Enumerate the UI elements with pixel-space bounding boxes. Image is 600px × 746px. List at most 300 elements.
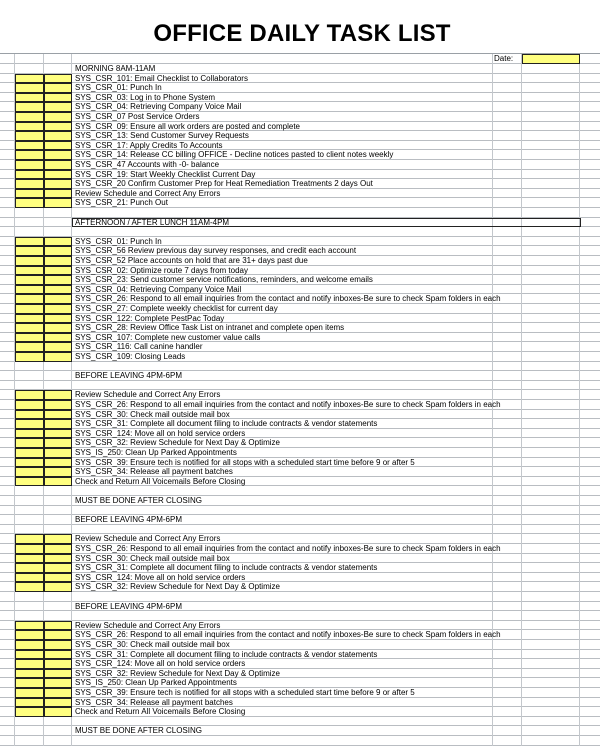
empty-cell <box>492 611 522 621</box>
task-check-cell[interactable] <box>15 707 44 717</box>
empty-cell <box>15 515 44 525</box>
empty-cell <box>522 736 580 746</box>
task-check-cell[interactable] <box>15 390 44 400</box>
section-header-row <box>0 218 600 228</box>
empty-cell <box>580 323 600 333</box>
row-margin-cell <box>0 218 15 228</box>
empty-cell <box>580 131 600 141</box>
task-check-cell[interactable] <box>15 352 44 362</box>
task-initials-cell[interactable] <box>44 352 72 362</box>
task-check-cell[interactable] <box>15 438 44 448</box>
empty-cell <box>580 544 600 554</box>
empty-cell <box>522 630 580 640</box>
empty-cell <box>522 227 580 237</box>
empty-cell <box>522 717 580 727</box>
task-initials-cell[interactable] <box>44 554 72 564</box>
empty-cell <box>15 64 44 74</box>
task-label: SYS_CSR_26: Respond to all email inquiries from the contact and notify inboxes-Be sure to check Spam folders in each <box>75 630 501 640</box>
task-initials-cell[interactable] <box>44 544 72 554</box>
task-label: SYS_CSR_32: Review Schedule for Next Day & Optimize <box>75 668 280 678</box>
empty-cell <box>522 611 580 621</box>
empty-cell <box>522 362 580 372</box>
task-check-cell[interactable] <box>15 544 44 554</box>
empty-cell <box>580 698 600 708</box>
row-margin-cell <box>0 698 15 708</box>
task-check-cell[interactable] <box>15 74 44 84</box>
empty-cell <box>522 304 580 314</box>
empty-cell <box>580 74 600 84</box>
empty-cell <box>580 218 600 228</box>
empty-cell <box>522 352 580 362</box>
task-initials-cell[interactable] <box>44 304 72 314</box>
task-check-cell[interactable] <box>15 333 44 343</box>
task-check-cell[interactable] <box>15 448 44 458</box>
task-initials-cell[interactable] <box>44 342 72 352</box>
empty-cell <box>580 256 600 266</box>
task-check-cell[interactable] <box>15 477 44 487</box>
row-margin-cell <box>0 362 15 372</box>
empty-cell <box>580 189 600 199</box>
empty-cell <box>522 707 580 717</box>
task-initials-cell[interactable] <box>44 131 72 141</box>
row-margin-cell <box>0 198 15 208</box>
task-check-cell[interactable] <box>15 563 44 573</box>
task-check-cell[interactable] <box>15 141 44 151</box>
empty-cell <box>522 669 580 679</box>
empty-cell <box>15 362 44 372</box>
row-margin-cell <box>0 659 15 669</box>
row-margin-cell <box>0 678 15 688</box>
empty-cell <box>522 64 580 74</box>
task-initials-cell[interactable] <box>44 179 72 189</box>
row-margin-cell <box>0 150 15 160</box>
task-label: SYS_CSR_122: Complete PestPac Today <box>75 313 225 323</box>
task-check-cell[interactable] <box>15 150 44 160</box>
row-margin-cell <box>0 630 15 640</box>
empty-cell <box>580 208 600 218</box>
task-label: SYS_CSR_31: Complete all document filing to include contracts & vendor statements <box>75 563 378 573</box>
empty-cell <box>580 650 600 660</box>
task-check-cell[interactable] <box>15 314 44 324</box>
empty-cell <box>580 563 600 573</box>
empty-cell <box>44 362 72 372</box>
task-label: SYS_CSR_27: Complete weekly checklist for current day <box>75 304 278 313</box>
task-label: SYS_CSR_30: Check mail outside mail box <box>75 640 230 649</box>
task-initials-cell[interactable] <box>44 640 72 650</box>
empty-cell <box>580 179 600 189</box>
empty-cell <box>44 525 72 535</box>
empty-cell <box>522 650 580 660</box>
empty-cell <box>492 563 522 573</box>
empty-cell <box>522 342 580 352</box>
empty-cell <box>492 304 522 314</box>
section-header-row <box>0 602 600 612</box>
row-margin-cell <box>0 333 15 343</box>
task-initials-cell[interactable] <box>44 458 72 468</box>
empty-cell <box>522 698 580 708</box>
task-initials-cell[interactable] <box>44 534 72 544</box>
task-check-cell[interactable] <box>15 83 44 93</box>
empty-cell <box>492 208 522 218</box>
task-label: SYS_CSR_21: Punch Out <box>75 198 168 208</box>
task-check-cell[interactable] <box>15 419 44 429</box>
empty-cell <box>522 554 580 564</box>
empty-cell <box>492 477 522 487</box>
empty-cell <box>492 170 522 180</box>
task-check-cell[interactable] <box>15 582 44 592</box>
task-check-cell[interactable] <box>15 573 44 583</box>
empty-cell <box>522 198 580 208</box>
empty-cell <box>580 592 600 602</box>
section-label: BEFORE LEAVING 4PM-6PM <box>75 371 182 381</box>
empty-cell <box>522 563 580 573</box>
task-row <box>0 477 600 487</box>
empty-cell <box>492 448 522 458</box>
task-label: Review Schedule and Correct Any Errors <box>75 534 221 544</box>
task-check-cell[interactable] <box>15 429 44 439</box>
task-initials-cell[interactable] <box>44 122 72 132</box>
task-initials-cell[interactable] <box>44 266 72 276</box>
task-initials-cell[interactable] <box>44 237 72 247</box>
empty-cell <box>492 83 522 93</box>
empty-cell <box>580 525 600 535</box>
empty-cell <box>15 506 44 516</box>
task-initials-cell[interactable] <box>44 294 72 304</box>
task-initials-cell[interactable] <box>44 438 72 448</box>
task-initials-cell[interactable] <box>44 285 72 295</box>
empty-cell <box>492 458 522 468</box>
task-initials-cell[interactable] <box>44 400 72 410</box>
empty-cell <box>580 83 600 93</box>
task-initials-cell[interactable] <box>44 621 72 631</box>
empty-cell <box>522 486 580 496</box>
task-check-cell[interactable] <box>15 198 44 208</box>
task-check-cell[interactable] <box>15 669 44 679</box>
task-check-cell[interactable] <box>15 246 44 256</box>
task-initials-cell[interactable] <box>44 112 72 122</box>
empty-cell <box>492 410 522 420</box>
row-margin-cell <box>0 93 15 103</box>
task-initials-cell[interactable] <box>44 102 72 112</box>
task-initials-cell[interactable] <box>44 333 72 343</box>
empty-cell <box>580 237 600 247</box>
task-initials-cell[interactable] <box>44 650 72 660</box>
empty-cell <box>522 640 580 650</box>
empty-cell <box>492 122 522 132</box>
row-margin-cell <box>0 486 15 496</box>
empty-cell <box>580 611 600 621</box>
task-initials-cell[interactable] <box>44 630 72 640</box>
empty-cell <box>492 525 522 535</box>
empty-cell <box>580 275 600 285</box>
empty-cell <box>492 333 522 343</box>
task-initials-cell[interactable] <box>44 160 72 170</box>
empty-cell <box>15 218 44 228</box>
task-label: SYS_CSR_34: Release all payment batches <box>75 697 233 707</box>
section-header-row <box>0 496 600 506</box>
empty-cell <box>580 93 600 103</box>
empty-cell <box>580 438 600 448</box>
empty-cell <box>522 74 580 84</box>
task-check-cell[interactable] <box>15 698 44 708</box>
task-initials-cell[interactable] <box>44 390 72 400</box>
task-label: SYS_CSR_04: Retrieving Company Voice Mail <box>75 102 242 112</box>
task-check-cell[interactable] <box>15 621 44 631</box>
task-initials-cell[interactable] <box>44 410 72 420</box>
empty-cell <box>492 362 522 372</box>
task-label: SYS_CSR_52 Place accounts on hold that are 31+ days past due <box>75 256 308 265</box>
section-label: BEFORE LEAVING 4PM-6PM <box>75 601 182 611</box>
task-check-cell[interactable] <box>15 170 44 180</box>
task-label: SYS_CSR_14: Release CC billing OFFICE - Decline notices pasted to client notes weekly <box>75 150 394 160</box>
task-initials-cell[interactable] <box>44 198 72 208</box>
empty-cell <box>522 582 580 592</box>
row-margin-cell <box>0 102 15 112</box>
empty-cell <box>492 179 522 189</box>
task-check-cell[interactable] <box>15 650 44 660</box>
empty-cell <box>580 688 600 698</box>
empty-cell <box>15 717 44 727</box>
empty-cell <box>580 621 600 631</box>
empty-cell <box>492 323 522 333</box>
task-check-cell[interactable] <box>15 323 44 333</box>
empty-cell <box>492 112 522 122</box>
task-initials-cell[interactable] <box>44 707 72 717</box>
task-check-cell[interactable] <box>15 237 44 247</box>
empty-cell <box>522 659 580 669</box>
task-initials-cell[interactable] <box>44 314 72 324</box>
row-margin-cell <box>0 515 15 525</box>
empty-cell <box>44 218 72 228</box>
empty-cell <box>580 554 600 564</box>
empty-cell <box>580 122 600 132</box>
task-initials-cell[interactable] <box>44 563 72 573</box>
row-margin-cell <box>0 246 15 256</box>
row-margin-cell <box>0 237 15 247</box>
empty-cell <box>522 438 580 448</box>
task-check-cell[interactable] <box>15 554 44 564</box>
task-initials-cell[interactable] <box>44 83 72 93</box>
task-initials-cell[interactable] <box>44 669 72 679</box>
task-label: SYS_CSR_03: Log in to Phone System <box>75 92 216 102</box>
empty-cell <box>492 93 522 103</box>
task-initials-cell[interactable] <box>44 246 72 256</box>
empty-cell <box>580 659 600 669</box>
empty-cell <box>522 390 580 400</box>
task-check-cell[interactable] <box>15 467 44 477</box>
empty-cell <box>522 160 580 170</box>
empty-cell <box>44 208 72 218</box>
task-initials-cell[interactable] <box>44 275 72 285</box>
row-margin-cell <box>0 582 15 592</box>
task-initials-cell[interactable] <box>44 419 72 429</box>
task-check-cell[interactable] <box>15 458 44 468</box>
empty-cell <box>492 438 522 448</box>
row-margin-cell <box>0 400 15 410</box>
row-margin-cell <box>0 179 15 189</box>
empty-cell <box>522 419 580 429</box>
task-check-cell[interactable] <box>15 630 44 640</box>
empty-cell <box>580 506 600 516</box>
task-check-cell[interactable] <box>15 304 44 314</box>
task-check-cell[interactable] <box>15 189 44 199</box>
empty-cell <box>580 150 600 160</box>
task-row <box>0 582 600 592</box>
row-margin-cell <box>0 573 15 583</box>
empty-cell <box>522 208 580 218</box>
task-check-cell[interactable] <box>15 285 44 295</box>
empty-cell <box>492 160 522 170</box>
empty-cell <box>492 246 522 256</box>
empty-cell <box>522 237 580 247</box>
task-label: Review Schedule and Correct Any Errors <box>75 390 221 400</box>
empty-cell <box>492 189 522 199</box>
row-margin-cell <box>0 304 15 314</box>
empty-cell <box>580 419 600 429</box>
task-check-cell[interactable] <box>15 160 44 170</box>
empty-cell <box>522 726 580 736</box>
task-check-cell[interactable] <box>15 93 44 103</box>
task-initials-cell[interactable] <box>44 573 72 583</box>
empty-cell <box>492 419 522 429</box>
task-initials-cell[interactable] <box>44 448 72 458</box>
task-initials-cell[interactable] <box>44 688 72 698</box>
empty-cell <box>580 227 600 237</box>
task-initials-cell[interactable] <box>44 477 72 487</box>
row-margin-cell <box>0 554 15 564</box>
empty-cell <box>522 429 580 439</box>
empty-cell <box>580 314 600 324</box>
row-margin-cell <box>0 275 15 285</box>
empty-cell <box>492 486 522 496</box>
task-label: SYS_CSR_39: Ensure tech is notified for all stops with a scheduled start time before 9 or after 5 <box>75 457 415 467</box>
task-label: SYS_CSR_116: Call canine handler <box>75 342 203 352</box>
task-label: SYS_CSR_17: Apply Credits To Accounts <box>75 140 223 150</box>
empty-cell <box>492 736 522 746</box>
row-margin-cell <box>0 390 15 400</box>
empty-cell <box>522 496 580 506</box>
empty-cell <box>492 102 522 112</box>
row-margin-cell <box>0 688 15 698</box>
empty-cell <box>15 736 44 746</box>
row-margin-cell <box>0 352 15 362</box>
task-initials-cell[interactable] <box>44 323 72 333</box>
row-margin-cell <box>0 726 15 736</box>
task-initials-cell[interactable] <box>44 659 72 669</box>
empty-cell <box>580 342 600 352</box>
row-margin-cell <box>0 458 15 468</box>
empty-cell <box>522 333 580 343</box>
task-check-cell[interactable] <box>15 179 44 189</box>
empty-cell <box>492 592 522 602</box>
task-initials-cell[interactable] <box>44 141 72 151</box>
task-row <box>0 707 600 717</box>
task-check-cell[interactable] <box>15 534 44 544</box>
task-check-cell[interactable] <box>15 122 44 132</box>
empty-cell <box>580 362 600 372</box>
task-initials-cell[interactable] <box>44 467 72 477</box>
empty-cell <box>522 131 580 141</box>
empty-cell <box>44 611 72 621</box>
row-margin-cell <box>0 448 15 458</box>
task-row <box>0 198 600 208</box>
task-initials-cell[interactable] <box>44 150 72 160</box>
task-initials-cell[interactable] <box>44 74 72 84</box>
task-check-cell[interactable] <box>15 400 44 410</box>
row-margin-cell <box>0 314 15 324</box>
empty-cell <box>522 477 580 487</box>
task-initials-cell[interactable] <box>44 698 72 708</box>
task-check-cell[interactable] <box>15 266 44 276</box>
task-initials-cell[interactable] <box>44 170 72 180</box>
empty-cell <box>492 678 522 688</box>
empty-cell <box>492 659 522 669</box>
empty-cell <box>580 390 600 400</box>
empty-cell <box>522 458 580 468</box>
task-label: SYS_IS_250: Clean Up Parked Appointments <box>75 448 237 457</box>
task-label: SYS_CSR_109: Closing Leads <box>75 352 186 361</box>
task-description-cell <box>72 736 492 746</box>
task-initials-cell[interactable] <box>44 256 72 266</box>
task-check-cell[interactable] <box>15 112 44 122</box>
task-label: Review Schedule and Correct Any Errors <box>75 620 221 630</box>
empty-cell <box>522 266 580 276</box>
row-margin-cell <box>0 592 15 602</box>
task-check-cell[interactable] <box>15 275 44 285</box>
empty-cell <box>580 381 600 391</box>
task-label: SYS_IS_250: Clean Up Parked Appointments <box>75 678 237 688</box>
row-margin-cell <box>0 410 15 420</box>
task-check-cell[interactable] <box>15 342 44 352</box>
empty-cell <box>15 496 44 506</box>
empty-cell <box>492 256 522 266</box>
task-initials-cell[interactable] <box>44 93 72 103</box>
row-margin-cell <box>0 438 15 448</box>
date-input[interactable] <box>522 54 580 64</box>
task-initials-cell[interactable] <box>44 678 72 688</box>
task-check-cell[interactable] <box>15 102 44 112</box>
task-check-cell[interactable] <box>15 410 44 420</box>
task-check-cell[interactable] <box>15 659 44 669</box>
empty-cell <box>44 726 72 736</box>
empty-cell <box>15 525 44 535</box>
task-initials-cell[interactable] <box>44 582 72 592</box>
task-label: SYS_CSR_30: Check mail outside mail box <box>75 409 230 419</box>
empty-cell <box>44 381 72 391</box>
task-check-cell[interactable] <box>15 688 44 698</box>
task-label: SYS_CSR_26: Respond to all email inquiries from the contact and notify inboxes-Be sure to check Spam folders in each <box>75 544 501 553</box>
task-label: SYS_CSR_04: Retrieving Company Voice Mail <box>75 284 242 294</box>
empty-cell <box>580 64 600 74</box>
empty-cell <box>492 688 522 698</box>
empty-cell <box>580 726 600 736</box>
task-check-cell[interactable] <box>15 640 44 650</box>
task-check-cell[interactable] <box>15 256 44 266</box>
task-check-cell[interactable] <box>15 678 44 688</box>
task-initials-cell[interactable] <box>44 429 72 439</box>
task-check-cell[interactable] <box>15 294 44 304</box>
empty-cell <box>580 400 600 410</box>
blank-row <box>0 736 600 746</box>
task-initials-cell[interactable] <box>44 189 72 199</box>
empty-cell <box>492 227 522 237</box>
empty-cell <box>580 141 600 151</box>
task-label: SYS_CSR_124: Move all on hold service orders <box>75 572 246 582</box>
task-label: SYS_CSR_01: Punch In <box>75 236 162 246</box>
task-check-cell[interactable] <box>15 131 44 141</box>
empty-cell <box>44 717 72 727</box>
empty-cell <box>522 294 580 304</box>
